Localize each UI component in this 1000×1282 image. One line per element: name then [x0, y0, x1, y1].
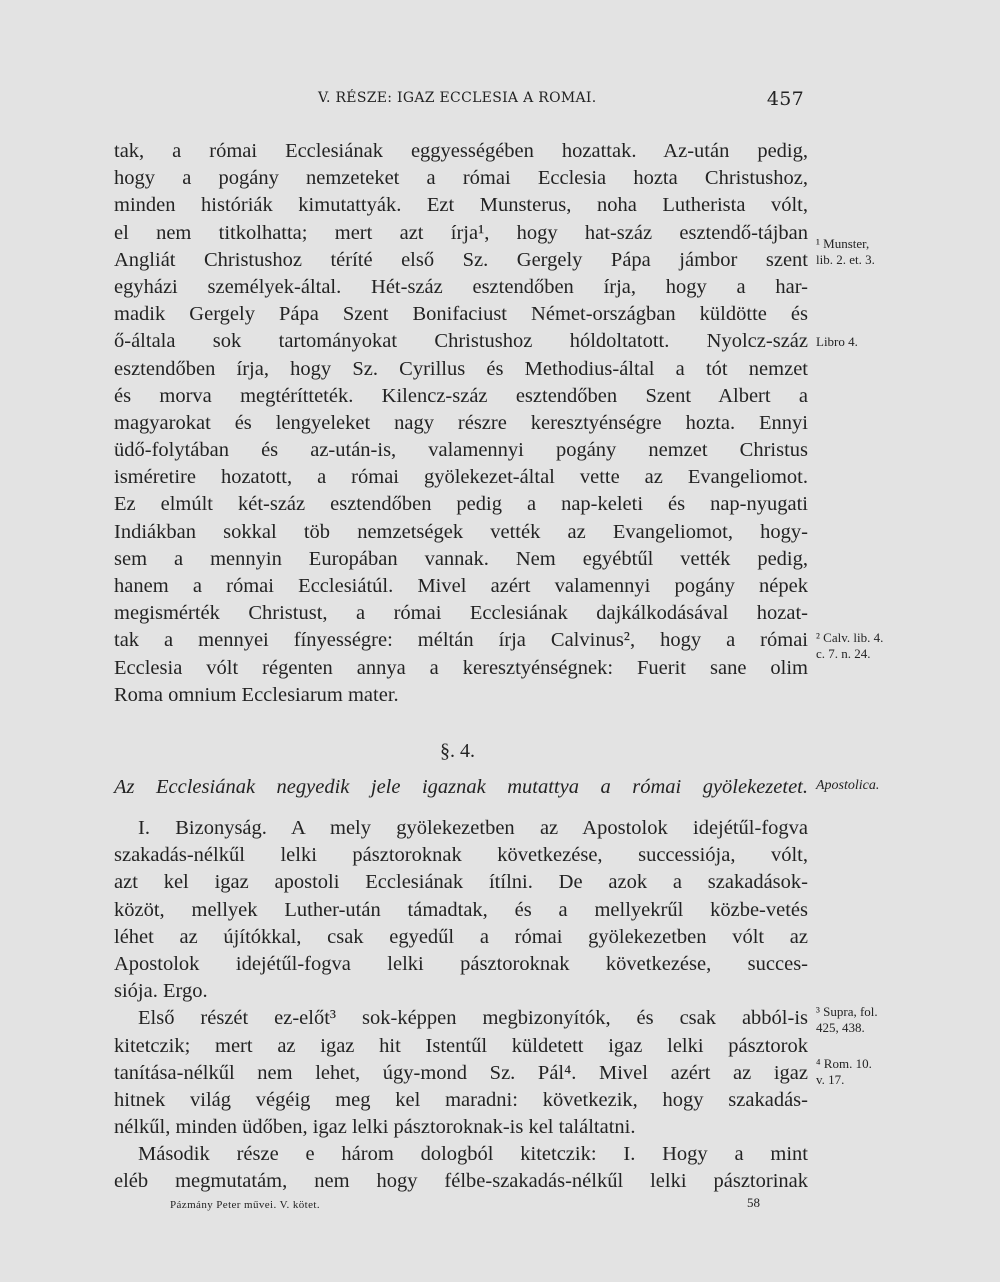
text-line: Második része e három dologból kitetczik: I. Hogy a mint	[138, 1143, 808, 1166]
text-line: magyarokat és lengyeleket nagy részre keresztyénségre hozta. Ennyi	[114, 411, 808, 434]
text-line: madik Gergely Pápa Szent Bonifaciust Német-országban küldötte és	[114, 303, 808, 326]
margin-note-1: ¹ Munster, lib. 2. et. 3.	[816, 236, 875, 267]
text-line: hitnek világ végéig meg kel maradni: következik, hogy szakadás-	[114, 1088, 808, 1111]
text-line: sem a mennyin Europában vannak. Nem egyébtűl vették pedig,	[114, 547, 808, 570]
running-head	[318, 88, 804, 110]
text-line: tak a mennyei fínyességre: méltán írja Calvinus², hogy a római	[114, 629, 808, 652]
text-line: Első részét ez-előt³ sok-képpen megbizonyítók, és csak abból-is	[138, 1007, 808, 1030]
text-line: Roma omnium Ecclesiarum mater.	[114, 683, 399, 706]
text-line: Apostolok idejétűl-fogva lelki pásztoroknak következése, succes-	[114, 952, 808, 975]
signature-mark: 58	[747, 1195, 760, 1210]
text-line: Ecclesia vólt régenten annya a keresztyénségnek: Fuerit sane olim	[114, 656, 808, 679]
text-line: léhet az újítókkal, csak egyedűl a római gyölekezetben vólt az	[114, 925, 808, 948]
text-line: minden históriák kimutattyák. Ezt Munsterus, noha Lutherista vólt,	[114, 194, 808, 217]
text-line: egyházi személyek-által. Hét-száz esztendőben írja, hogy a har-	[114, 275, 808, 298]
text-line: Angliát Christushoz téríté első Sz. Gergely Pápa jámbor szent	[114, 248, 808, 271]
margin-note-6: ⁴ Rom. 10. v. 17.	[816, 1056, 872, 1087]
margin-note-4: Apostolica.	[816, 778, 880, 793]
section-title: Az Ecclesiának negyedik jele igaznak mutattya a római gyölekezetet.	[114, 776, 808, 798]
section-number: §. 4.	[440, 740, 475, 762]
running-title: V. RÉSZE: IGAZ ECCLESIA A ROMAI.	[318, 90, 597, 106]
text-line: hanem a római Ecclesiátúl. Mivel azért valamennyi pogány népek	[114, 575, 808, 597]
text-line: üdő-folytában és az-után-is, valamennyi pogány nemzet Christus	[114, 439, 808, 462]
text-line: eléb megmutatám, nem hogy félbe-szakadás-nélkűl lelki pásztorinak	[114, 1170, 808, 1193]
body-text-block-2	[114, 815, 808, 1196]
text-line: kitetczik; mert az igaz hit Istentűl küldetett igaz lelki pásztorok	[114, 1034, 808, 1057]
margin-note-2: Libro 4.	[816, 334, 858, 349]
text-line: isméretire hozatott, a római gyölekezet-által vette az Evangeliomot.	[114, 466, 808, 489]
text-line: tanítása-nélkűl nem lehet, úgy-mond Sz. Pál⁴. Mivel azért az igaz	[114, 1061, 808, 1084]
margin-note-5: ³ Supra, fol. 425, 438.	[816, 1004, 878, 1035]
text-line: esztendőben írja, hogy Sz. Cyrillus és Methodius-által a tót nemzet	[114, 357, 808, 380]
text-line: közöt, mellyek Luther-után támadtak, és a mellyekrűl közbe-vetés	[114, 898, 808, 921]
text-line: hogy a pogány nemzeteket a római Ecclesia hozta Christushoz,	[114, 167, 808, 190]
text-line: szakadás-nélkűl lelki pásztoroknak következése, successiója, vólt,	[114, 844, 808, 867]
text-line: nélkűl, minden üdőben, igaz lelki pásztoroknak-is kel találtatni.	[114, 1116, 636, 1139]
page-number: 457	[766, 88, 804, 110]
footer-imprint: Pázmány Peter művei. V. kötet.	[170, 1199, 320, 1211]
text-line: I. Bizonyság. A mely gyölekezetben az Apostolok idejétűl-fogva	[138, 817, 808, 839]
text-line: tak, a római Ecclesiának eggyességében hozattak. Az-után pedig,	[114, 140, 808, 162]
text-line: el nem titkolhatta; mert azt írja¹, hogy hat-száz esztendő-tájban	[114, 221, 808, 244]
text-line: azt kel igaz apostoli Ecclesiának ítílni. De azok a szakadások-	[114, 871, 808, 894]
text-line: Indiákban sokkal töb nemzetségek vették az Evangeliomot, hogy-	[114, 520, 808, 543]
margin-note-3: ² Calv. lib. 4. c. 7. n. 24.	[816, 630, 884, 661]
text-line: ő-általa sok tartományokat Christushoz hóldoltatott. Nyolcz-száz	[114, 330, 808, 353]
text-line: siója. Ergo.	[114, 980, 208, 1003]
text-line: megismérték Christust, a római Ecclesiának dajkálkodásával hozat-	[114, 602, 808, 625]
text-line: Ez elmúlt két-száz esztendőben pedig a nap-keleti és nap-nyugati	[114, 493, 808, 516]
body-text-block-1	[114, 138, 808, 709]
text-line: és morva megtérítteték. Kilencz-száz esztendőben Szent Albert a	[114, 384, 808, 407]
